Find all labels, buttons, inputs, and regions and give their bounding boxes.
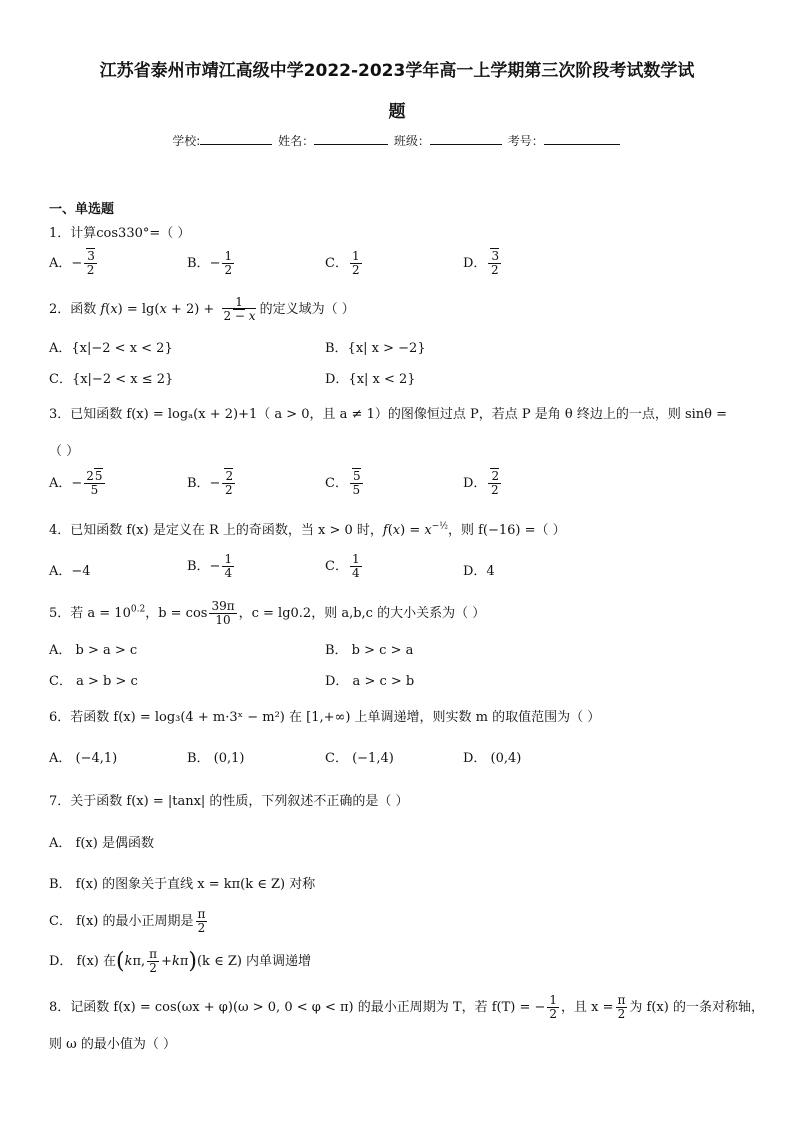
- q5-option-a: A． b > a > c: [49, 643, 138, 658]
- q6-option-a: A． (−4,1): [49, 751, 118, 766]
- number-label: 考号：: [507, 134, 544, 148]
- q4-option-d: D．4: [463, 564, 495, 579]
- q1-option-b: B．− $\frac{1}{2}$: [187, 249, 233, 277]
- class-label: 班级：: [393, 134, 430, 148]
- q7-stem: 7．关于函数 f(x) = |tanx| 的性质，下列叙述不正确的是（ ）: [49, 794, 409, 809]
- q3-option-d: D． $\frac{2}{2}$: [463, 469, 500, 497]
- exam-title-line2: 题: [388, 102, 406, 122]
- q7-option-b: B． f(x) 的图象关于直线 x = kπ(k ∈ Z) 对称: [49, 877, 316, 892]
- q1-option-d: D． $\frac{3}{2}$: [463, 249, 500, 277]
- q5-option-b: B． b > c > a: [325, 643, 414, 658]
- q2-option-d: D．{x| x < 2}: [325, 372, 416, 387]
- q5-stem: 5．若 $a = 10^{0.2}$，b = cos $\frac{39\pi}{10}$ ，c = lg0.2，则 a,b,c 的大小关系为（ ）: [49, 599, 486, 627]
- q6-option-c: C． (−1,4): [325, 751, 394, 766]
- q6-stem: 6．若函数 f(x) = log₃(4 + m·3ˣ − m²) 在 [1,+∞) 上单调递增，则实数 m 的取值范围为（ ）: [49, 710, 601, 725]
- q4-stem: 4．已知函数 f(x) 是定义在 R 上的奇函数，当 x > 0 时，$f(x) = x^{-\frac{1}{2}}$，则 f(−16) =（ ）: [49, 521, 566, 538]
- q2-stem: 2．函数 f(x) = lg(x + 2) + $\frac{1}{2 - x}$ 的定义域为（ ）: [49, 295, 355, 323]
- school-label: 学校:: [172, 134, 201, 148]
- q8-stem-line2: 则 ω 的最小值为（ ）: [49, 1037, 176, 1052]
- q7-option-c: C． f(x) 的最小正周期是 $\frac{\pi}{2}$: [49, 907, 206, 935]
- q2-option-c: C．{x|−2 < x ≤ 2}: [49, 372, 174, 387]
- q4-option-b: B．− $\frac{1}{4}$: [187, 552, 233, 580]
- number-blank[interactable]: [544, 132, 620, 145]
- section-title: 一、单选题: [49, 202, 115, 217]
- q3-option-c: C． $\frac{5}{5}$: [325, 469, 361, 497]
- q2-option-a: A．{x|−2 < x < 2}: [49, 341, 173, 356]
- student-info-line: [0, 132, 794, 149]
- q4-option-c: C． $\frac{1}{4}$: [325, 552, 360, 580]
- q1-option-c: C． $\frac{1}{2}$: [325, 249, 360, 277]
- q6-option-b: B． (0,1): [187, 751, 245, 766]
- name-blank[interactable]: [314, 132, 388, 145]
- q5-option-d: D． a > c > b: [325, 674, 415, 689]
- q5-option-c: C． a > b > c: [49, 674, 138, 689]
- class-blank[interactable]: [430, 132, 502, 145]
- school-blank[interactable]: [200, 132, 272, 145]
- q6-option-d: D． (0,4): [463, 751, 522, 766]
- q3-stem-line1: 3．已知函数 f(x) = logₐ(x + 2)+1（ a > 0，且 a ≠ 1）的图像恒过点 P，若点 P 是角 θ 终边上的一点，则 sinθ =: [49, 407, 728, 422]
- q3-option-b: B．− $\frac{2}{2}$: [187, 469, 234, 497]
- q8-stem-line1: 8．记函数 f(x) = cos(ωx + φ)(ω > 0, 0 < φ < π) 的最小正周期为 T，若 f(T) = − $\frac{1}{2}$ ，且 x = $\frac{\pi}{2}$ 为 f(x) 的一条对称轴，: [49, 993, 764, 1021]
- q2-option-b: B．{x| x > −2}: [325, 341, 426, 356]
- q7-option-d: D． f(x) 在(kπ, $\frac{\pi}{2}$ +kπ)(k ∈ Z) 内单调递增: [49, 947, 312, 975]
- name-label: 姓名：: [278, 134, 315, 148]
- q1-stem: 1．计算cos330°=（ ）: [49, 226, 191, 241]
- q7-option-a: A． f(x) 是偶函数: [49, 836, 154, 851]
- q4-option-a: A．−4: [49, 564, 91, 579]
- q3-stem-line2: （ ）: [49, 444, 80, 459]
- exam-title-line1: 江苏省泰州市靖江高级中学2022-2023学年高一上学期第三次阶段考试数学试: [99, 61, 695, 81]
- q3-option-a: A．− $\frac{25}{5}$: [49, 469, 103, 497]
- q1-option-a: A．− $\frac{3}{2}$: [49, 249, 95, 277]
